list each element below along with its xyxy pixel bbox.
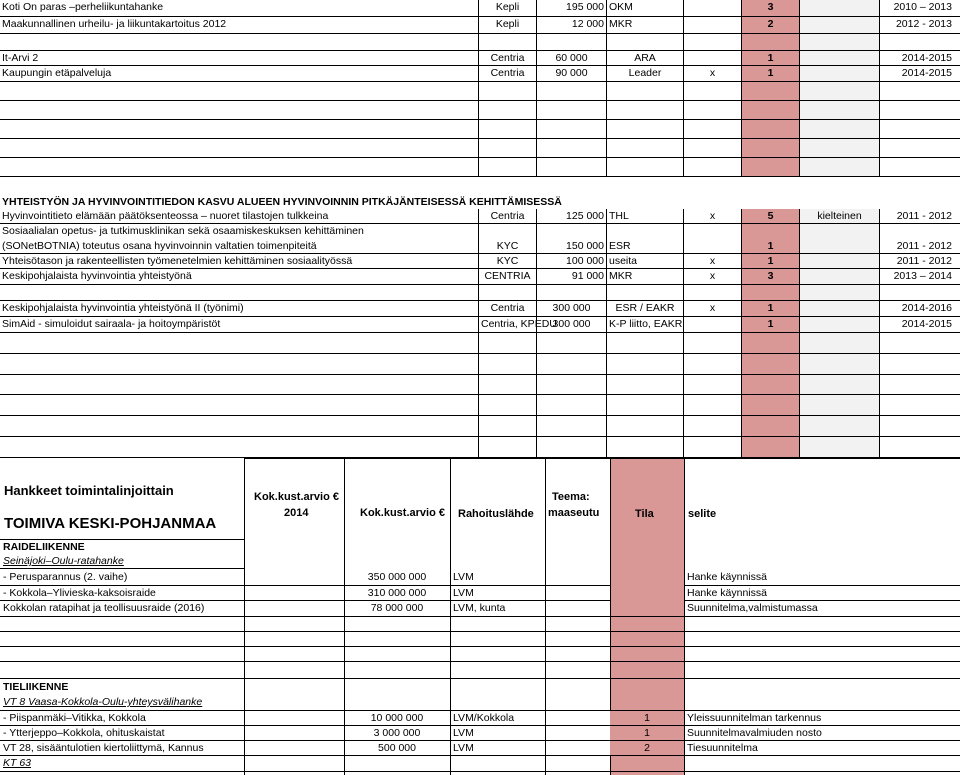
amount: 195 000	[536, 0, 606, 17]
table-row[interactable]	[0, 301, 960, 317]
section-header-row	[0, 195, 960, 209]
empty-cell	[683, 437, 741, 458]
project-name: Keskipohjalaista hyvinvointia yhteistyönä	[0, 269, 478, 285]
empty-cell	[799, 101, 879, 120]
amount: 91 000	[536, 269, 606, 285]
organization: KYC	[478, 254, 536, 269]
organization: Centria	[478, 209, 536, 224]
description	[799, 254, 879, 269]
status-value	[741, 34, 799, 51]
section-title: Hankkeet toimintalinjoittain	[4, 483, 174, 498]
empty-cell	[0, 101, 478, 120]
empty-cell	[536, 333, 606, 354]
empty-cell	[536, 375, 606, 396]
table-row[interactable]	[0, 726, 960, 740]
x-mark	[683, 0, 741, 17]
empty-cell	[879, 101, 960, 120]
empty-cell	[683, 139, 741, 158]
description	[799, 224, 879, 254]
empty-row[interactable]	[0, 120, 960, 139]
empty-cell	[536, 101, 606, 120]
organization: Centria	[478, 301, 536, 317]
empty-cell	[478, 416, 536, 437]
period: 2014-2015	[879, 66, 960, 82]
project-name: Maakunnallinen urheilu- ja liikuntakartoitus 2012	[0, 17, 478, 34]
project-name: Yhteisötason ja rakenteellisten työmenetelmien kehittäminen sosiaalityössä	[0, 254, 478, 269]
empty-cell	[0, 333, 478, 354]
organization: Centria	[478, 66, 536, 82]
period: 2011 - 2012	[879, 209, 960, 224]
amount: 100 000	[536, 254, 606, 269]
empty-cell	[0, 82, 478, 101]
rail-project-title: Seinäjoki–Oulu-ratahanke	[3, 555, 124, 567]
empty-cell	[741, 437, 799, 458]
period: 2013 – 2014	[879, 269, 960, 285]
cost: 350 000 000	[367, 571, 427, 583]
period: 2014-2015	[879, 51, 960, 66]
description-header: selite	[688, 508, 717, 520]
empty-cell	[536, 158, 606, 177]
table-row[interactable]	[0, 586, 960, 600]
empty-cell	[879, 120, 960, 139]
project-name: Hyvinvointitieto elämään päätöksenteossa – nuoret tilastojen tulkkeina	[0, 209, 478, 224]
x-mark: x	[683, 209, 741, 224]
empty-cell	[683, 120, 741, 139]
empty-cell	[799, 437, 879, 458]
funding-source: THL	[606, 209, 683, 224]
empty-cell	[606, 416, 683, 437]
funding-source: LVM/Kokkola	[453, 712, 515, 724]
empty-cell	[741, 333, 799, 354]
table-row[interactable]	[0, 741, 960, 755]
description	[799, 17, 879, 34]
category-heading	[0, 680, 960, 694]
amount: 150 000	[536, 224, 606, 254]
empty-cell	[741, 82, 799, 101]
project-name	[0, 34, 478, 51]
project-name-line1: Sosiaalialan opetus- ja tutkimusklinikan sekä osaamiskeskuksen kehittäminen	[2, 225, 364, 237]
table-row[interactable]	[0, 756, 960, 770]
table-row[interactable]	[0, 570, 960, 584]
empty-cell	[683, 333, 741, 354]
description: Suunnitelmavalmiuden nosto	[687, 727, 822, 739]
empty-row[interactable]	[0, 158, 960, 177]
empty-cell	[606, 101, 683, 120]
x-mark	[683, 17, 741, 34]
empty-cell	[606, 354, 683, 375]
project-name-line2: (SONetBOTNIA) toteutus osana hyvinvoinnin valtatien toimenpiteitä	[2, 240, 317, 252]
description	[799, 301, 879, 317]
organization: Kepli	[478, 17, 536, 34]
empty-cell	[0, 395, 478, 416]
amount	[536, 34, 606, 51]
empty-cell	[536, 437, 606, 458]
x-mark	[683, 34, 741, 51]
project-name: Keskipohjalaista hyvinvointia yhteistyönä II (työnimi)	[0, 301, 478, 317]
grid-line	[0, 661, 960, 662]
amount	[536, 285, 606, 301]
theme-value-header: maaseutu	[548, 507, 600, 519]
x-mark	[683, 317, 741, 333]
empty-cell	[0, 120, 478, 139]
empty-cell	[799, 158, 879, 177]
project-name: - Perusparannus (2. vaihe)	[3, 571, 128, 583]
funding-source: ESR	[606, 224, 683, 254]
empty-cell	[683, 395, 741, 416]
empty-cell	[536, 120, 606, 139]
empty-cell	[606, 139, 683, 158]
project-name	[0, 224, 478, 254]
empty-row[interactable]	[0, 354, 960, 375]
description: Hanke käynnissä	[687, 571, 767, 583]
project-name: Kaupungin etäpalveluja	[0, 66, 478, 82]
empty-cell	[683, 101, 741, 120]
status-value: 3	[741, 269, 799, 285]
project-name: - Ytterjeppo–Kokkola, ohituskaistat	[3, 727, 165, 739]
empty-cell	[799, 120, 879, 139]
status-value: 1	[741, 51, 799, 66]
funding-source: K-P liitto, EAKR	[606, 317, 683, 333]
x-mark	[683, 224, 741, 254]
empty-cell	[0, 437, 478, 458]
empty-cell	[0, 139, 478, 158]
empty-cell	[606, 120, 683, 139]
subcategory-row	[0, 695, 960, 709]
empty-cell	[879, 333, 960, 354]
empty-cell	[741, 375, 799, 396]
amount: 90 000	[536, 66, 606, 82]
empty-row[interactable]	[0, 375, 960, 396]
region-title: TOIMIVA KESKI-POHJANMAA	[4, 515, 217, 532]
project-name: Kokkolan ratapihat ja teollisuusraide (2016)	[3, 602, 205, 614]
organization	[478, 34, 536, 51]
funding-source: LVM	[453, 587, 474, 599]
empty-cell	[879, 354, 960, 375]
empty-cell	[536, 416, 606, 437]
empty-cell	[606, 333, 683, 354]
funding-source: OKM	[606, 0, 683, 17]
cost: 78 000 000	[370, 602, 424, 614]
empty-cell	[606, 82, 683, 101]
empty-cell	[879, 437, 960, 458]
x-mark	[683, 285, 741, 301]
organization: KYC	[478, 224, 536, 254]
empty-cell	[478, 354, 536, 375]
funding-source: MKR	[606, 17, 683, 34]
empty-cell	[799, 82, 879, 101]
empty-cell	[879, 82, 960, 101]
empty-cell	[799, 333, 879, 354]
empty-cell	[478, 395, 536, 416]
empty-row[interactable]	[0, 395, 960, 416]
empty-cell	[799, 354, 879, 375]
empty-cell	[799, 395, 879, 416]
x-mark: x	[683, 254, 741, 269]
organization: Kepli	[478, 0, 536, 17]
table-row[interactable]	[0, 254, 960, 269]
empty-cell	[741, 416, 799, 437]
funding-source: Leader	[606, 66, 683, 82]
x-mark: x	[683, 66, 741, 82]
empty-cell	[478, 120, 536, 139]
empty-cell	[0, 354, 478, 375]
empty-cell	[683, 82, 741, 101]
funding-source	[606, 285, 683, 301]
empty-cell	[879, 395, 960, 416]
empty-row[interactable]	[0, 437, 960, 458]
empty-cell	[606, 395, 683, 416]
empty-cell	[683, 375, 741, 396]
table-row[interactable]	[0, 51, 960, 66]
empty-cell	[606, 437, 683, 458]
project-name: - Piispanmäki–Vitikka, Kokkola	[3, 712, 146, 724]
table-row[interactable]	[0, 224, 960, 254]
table-row[interactable]	[0, 66, 960, 82]
empty-cell	[741, 354, 799, 375]
description	[799, 317, 879, 333]
status-header: Tila	[635, 508, 654, 520]
funding-source: LVM	[453, 727, 474, 739]
road-heading: TIELIIKENNE	[3, 681, 69, 693]
description: Tiesuunnitelma	[687, 742, 758, 754]
year-header: 2014	[284, 507, 309, 519]
description	[799, 269, 879, 285]
table-row[interactable]	[0, 317, 960, 333]
project-name: VT 28, sisääntulotien kiertoliittymä, Kannus	[3, 742, 204, 754]
empty-cell	[879, 139, 960, 158]
status-value: 5	[741, 209, 799, 224]
status-value: 2	[741, 17, 799, 34]
grid-line	[0, 616, 960, 617]
funding-source: MKR	[606, 269, 683, 285]
period	[879, 285, 960, 301]
amount: 12 000	[536, 17, 606, 34]
status-value: 1	[741, 254, 799, 269]
amount: 60 000	[536, 51, 606, 66]
period: 2011 - 2012	[879, 224, 960, 254]
empty-cell	[683, 158, 741, 177]
funding-source: LVM	[453, 742, 474, 754]
description: Hanke käynnissä	[687, 587, 767, 599]
status-value: 1	[741, 66, 799, 82]
organization: Centria	[478, 51, 536, 66]
cost: 3 000 000	[373, 727, 421, 739]
empty-cell	[741, 158, 799, 177]
cost: 500 000	[378, 742, 416, 754]
empty-cell	[0, 416, 478, 437]
project-name: KT 63	[3, 757, 32, 769]
empty-cell	[879, 158, 960, 177]
table-row[interactable]	[0, 269, 960, 285]
project-name: Koti On paras –perheliikuntahanke	[0, 0, 478, 17]
funding-source: LVM	[453, 571, 474, 583]
x-mark	[683, 51, 741, 66]
empty-row[interactable]	[0, 82, 960, 101]
empty-cell	[478, 158, 536, 177]
empty-row[interactable]	[0, 416, 960, 437]
amount: 300 000	[536, 301, 606, 317]
section-title: YHTEISTYÖN JA HYVINVOINTITIEDON KASVU ALUEEN HYVINVOINNIN PITKÄJÄNTEISESSÄ KEHITTÄMISESSÄ	[2, 196, 562, 208]
table-row[interactable]	[0, 0, 960, 17]
empty-cell	[536, 139, 606, 158]
period: 2010 – 2013	[879, 0, 960, 17]
cost: 310 000 000	[367, 587, 427, 599]
empty-row[interactable]	[0, 101, 960, 120]
empty-cell	[478, 82, 536, 101]
empty-cell	[741, 101, 799, 120]
status-value: 1	[610, 711, 684, 725]
organization: Centria, KPEDU	[478, 317, 536, 333]
period: 2014-2015	[879, 317, 960, 333]
empty-cell	[683, 354, 741, 375]
status-value: 1	[741, 301, 799, 317]
status-value	[741, 285, 799, 301]
empty-cell	[879, 375, 960, 396]
empty-cell	[536, 395, 606, 416]
funding-source	[606, 34, 683, 51]
empty-cell	[606, 158, 683, 177]
project-name: It-Arvi 2	[0, 51, 478, 66]
cost-estimate-2014-header: Kok.kust.arvio €	[254, 491, 339, 503]
amount: 300 000	[536, 317, 606, 333]
funding-source: useita	[606, 254, 683, 269]
table-row[interactable]	[0, 17, 960, 34]
empty-cell	[741, 120, 799, 139]
description	[799, 0, 879, 17]
empty-cell	[478, 375, 536, 396]
funding-source-header: Rahoituslähde	[458, 508, 534, 520]
grid-line	[0, 646, 960, 647]
empty-cell	[478, 101, 536, 120]
empty-cell	[741, 139, 799, 158]
x-mark: x	[683, 301, 741, 317]
empty-row[interactable]	[0, 139, 960, 158]
empty-row[interactable]	[0, 333, 960, 354]
theme-header: Teema:	[552, 491, 590, 503]
cost: 10 000 000	[370, 712, 424, 724]
table-row[interactable]	[0, 285, 960, 301]
status-value: 1	[610, 726, 684, 740]
project-name: SimAid - simuloidut sairaala- ja hoitoympäristöt	[0, 317, 478, 333]
table-row[interactable]	[0, 34, 960, 51]
period: 2014-2016	[879, 301, 960, 317]
status-value: 2	[610, 741, 684, 755]
period: 2011 - 2012	[879, 254, 960, 269]
empty-cell	[879, 416, 960, 437]
cost-estimate-header: Kok.kust.arvio €	[360, 507, 445, 519]
project-name: - Kokkola–Ylivieska-kaksoisraide	[3, 587, 156, 599]
status-column-header-bg	[610, 458, 684, 540]
funding-source: ARA	[606, 51, 683, 66]
grid-line	[0, 678, 960, 679]
description	[799, 51, 879, 66]
subcategory-row	[0, 554, 960, 568]
project-table-by-line	[0, 458, 960, 775]
table-row[interactable]	[0, 601, 960, 615]
organization: CENTRIA	[478, 269, 536, 285]
rail-heading: RAIDELIIKENNE	[3, 541, 85, 553]
status-value: 1	[741, 224, 799, 254]
empty-cell	[536, 82, 606, 101]
funding-source: ESR / EAKR	[606, 301, 683, 317]
description	[799, 285, 879, 301]
empty-cell	[478, 139, 536, 158]
empty-cell	[606, 375, 683, 396]
empty-cell	[0, 375, 478, 396]
description: kielteinen	[799, 209, 879, 224]
description	[799, 66, 879, 82]
description: Suunnitelma,valmistumassa	[687, 602, 818, 614]
period: 2012 - 2013	[879, 17, 960, 34]
empty-cell	[799, 375, 879, 396]
description	[799, 34, 879, 51]
status-value: 3	[741, 0, 799, 17]
empty-cell	[478, 437, 536, 458]
amount: 125 000	[536, 209, 606, 224]
status-value: 1	[741, 317, 799, 333]
funding-source: LVM, kunta	[453, 602, 506, 614]
empty-cell	[478, 333, 536, 354]
empty-cell	[799, 416, 879, 437]
empty-cell	[0, 158, 478, 177]
table-row[interactable]	[0, 711, 960, 725]
organization	[478, 285, 536, 301]
grid-line	[0, 631, 960, 632]
empty-cell	[536, 354, 606, 375]
empty-cell	[683, 416, 741, 437]
category-heading	[0, 540, 960, 554]
description: Yleissuunnitelman tarkennus	[687, 712, 822, 724]
road-project-title: VT 8 Vaasa-Kokkola-Oulu-yhteysvälihanke	[3, 696, 203, 708]
project-name	[0, 285, 478, 301]
empty-cell	[799, 139, 879, 158]
period	[879, 34, 960, 51]
empty-cell	[741, 395, 799, 416]
x-mark: x	[683, 269, 741, 285]
table-row[interactable]	[0, 209, 960, 224]
